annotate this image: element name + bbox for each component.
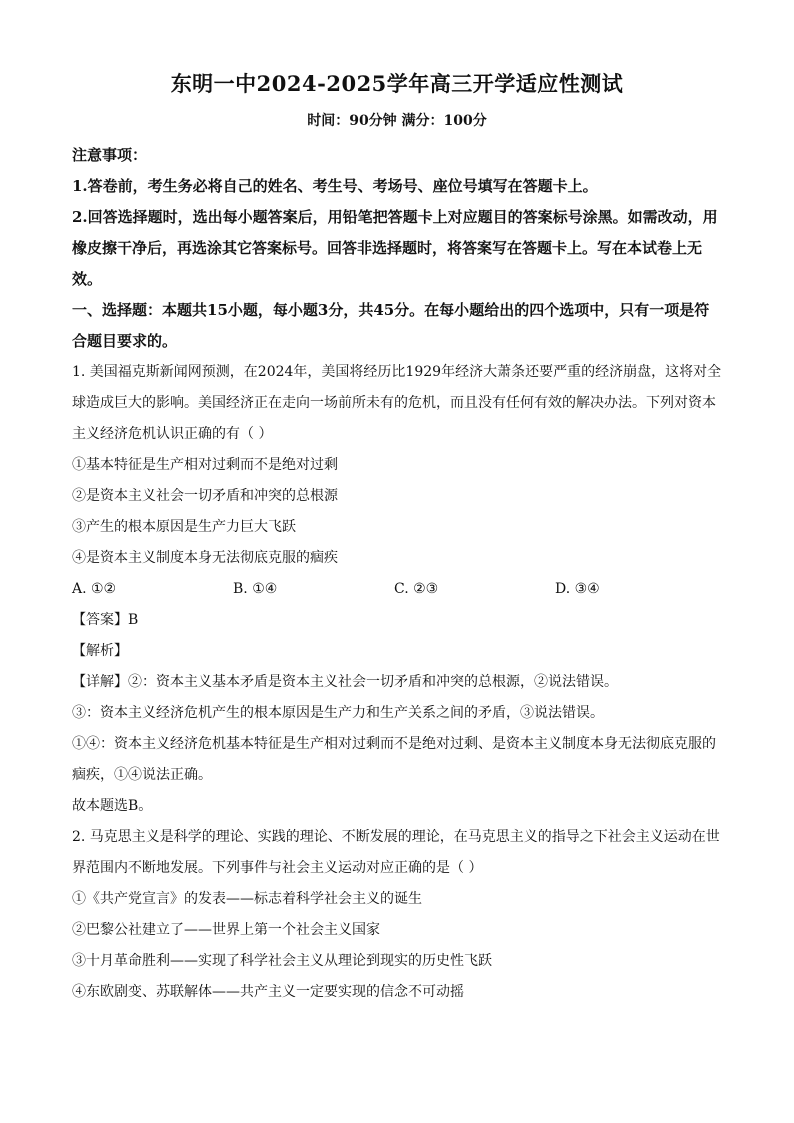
question-1-statement-4: ④是资本主义制度本身无法彻底克服的痼疾 — [72, 550, 338, 566]
section-1-heading: 一、选择题：本题共15小题，每小题3分，共45分。在每小题给出的四个选项中，只有一项是符合题目要求的。 — [72, 301, 710, 350]
question-2-statement-4: ④东欧剧变、苏联解体——共产主义一定要实现的信念不可动摇 — [72, 984, 464, 1000]
question-1-options — [72, 574, 722, 605]
answer-value: B — [128, 612, 139, 628]
question-1-detail-2: ③：资本主义经济危机产生的根本原因是生产力和生产关系之间的矛盾，③说法错误。 — [72, 705, 604, 721]
question-1-statement-1: ①基本特征是生产相对过剩而不是绝对过剩 — [72, 457, 338, 473]
question-1-stem: 1. 美国福克斯新闻网预测，在2024年，美国将经历比1929年经济大萧条还要严重的经济崩盘，这将对全球造成巨大的影响。美国经济正在走向一场前所未有的危机，而且没有任何有效的解决办法。下列对资本主义经济危机认识正确的有（ ） — [72, 364, 722, 442]
question-1-detail-1 — [72, 667, 722, 698]
question-1-statement-2: ②是资本主义社会一切矛盾和冲突的总根源 — [72, 488, 338, 504]
notice-heading: 注意事项： — [72, 146, 148, 164]
question-2-statement-1: ①《共产党宣言》的发表——标志着科学社会主义的诞生 — [72, 891, 422, 907]
question-2 — [72, 822, 722, 1008]
notice-item-2: 2.回答选择题时，选出每小题答案后，用铅笔把答题卡上对应题目的答案标号涂黑。如需改动，用橡皮擦干净后，再选涂其它答案标号。回答非选择题时，将答案写在答题卡上。写在本试卷上无效。 — [72, 208, 718, 288]
question-1-statement-3: ③产生的根本原因是生产力巨大飞跃 — [72, 519, 296, 535]
question-1-analysis-label: 【解析】 — [72, 643, 128, 659]
question-2-stem: 2. 马克思主义是科学的理论、实践的理论、不断发展的理论，在马克思主义的指导之下社会主义运动在世界范围内不断地发展。下列事件与社会主义运动对应正确的是（ ） — [72, 829, 720, 876]
question-1-conclusion: 故本题选B。 — [72, 798, 153, 814]
exam-subtitle: 时间：90分钟 满分：100分 — [307, 113, 487, 129]
question-1-answer — [72, 605, 722, 636]
question-1 — [72, 357, 722, 822]
question-1-option-c: C. ②③ — [394, 581, 439, 597]
question-1-option-d: D. ③④ — [555, 581, 600, 597]
question-1-option-b: B. ①④ — [233, 581, 278, 597]
exam-title: 东明一中2024-2025学年高三开学适应性测试 — [170, 71, 624, 96]
question-2-statement-3: ③十月革命胜利——实现了科学社会主义从理论到现实的历史性飞跃 — [72, 953, 492, 969]
detail-text-1: ②：资本主义基本矛盾是资本主义社会一切矛盾和冲突的总根源，②说法错误。 — [128, 674, 618, 690]
question-1-option-a: A. ①② — [72, 581, 117, 597]
answer-label: 【答案】 — [72, 612, 128, 628]
question-2-statement-2: ②巴黎公社建立了——世界上第一个社会主义国家 — [72, 922, 380, 938]
detail-label: 【详解】 — [72, 674, 128, 690]
question-1-detail-3: ①④：资本主义经济危机基本特征是生产相对过剩而不是绝对过剩、是资本主义制度本身无法彻底克服的痼疾，①④说法正确。 — [72, 736, 716, 783]
notice-item-1: 1.答卷前，考生务必将自己的姓名、考生号、考场号、座位号填写在答题卡上。 — [72, 177, 598, 195]
